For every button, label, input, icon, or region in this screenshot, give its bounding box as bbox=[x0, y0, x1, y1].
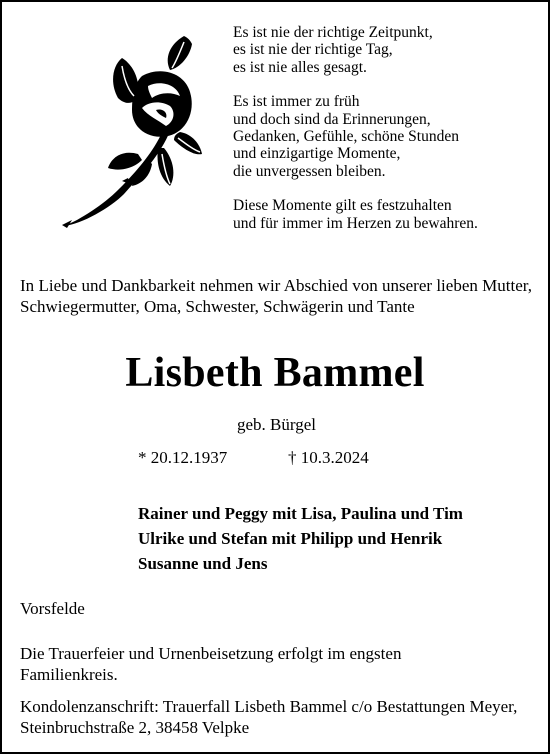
rose-icon bbox=[52, 36, 202, 231]
poem-stanza-1 bbox=[233, 24, 538, 76]
poem-line: es ist nie alles gesagt. bbox=[233, 58, 367, 76]
mourners-list bbox=[138, 501, 538, 576]
poem-line: und doch sind da Erinnerungen, bbox=[233, 110, 431, 128]
poem-line: und für immer im Herzen zu bewahren. bbox=[233, 214, 478, 232]
poem bbox=[233, 24, 538, 249]
place-name: Vorsfelde bbox=[20, 599, 85, 618]
mourner-line: Rainer und Peggy mit Lisa, Paulina und Tim bbox=[138, 504, 463, 523]
maiden-name: geb. Bürgel bbox=[237, 415, 317, 434]
farewell-intro: In Liebe und Dankbarkeit nehmen wir Abschied von unserer lieben Mutter, Schwiegermutter, Oma, Schwester, Schwägerin und Tante bbox=[20, 276, 532, 316]
deceased-name: Lisbeth Bammel bbox=[125, 350, 425, 396]
poem-line: Es ist immer zu früh bbox=[233, 93, 360, 111]
poem-stanza-3 bbox=[233, 197, 538, 232]
poem-line: die unvergessen bleiben. bbox=[233, 162, 386, 180]
poem-line: Gedanken, Gefühle, schöne Stunden bbox=[233, 128, 459, 146]
poem-stanza-2 bbox=[233, 93, 538, 180]
poem-line: Diese Momente gilt es festzuhalten bbox=[233, 197, 452, 215]
death-date: † 10.3.2024 bbox=[288, 448, 369, 467]
mourner-line: Susanne und Jens bbox=[138, 554, 268, 573]
birth-date: * 20.12.1937 bbox=[138, 448, 228, 467]
poem-line: und einzigartige Momente, bbox=[233, 145, 401, 163]
poem-line: es ist nie der richtige Tag, bbox=[233, 41, 393, 59]
condolence-address: Kondolenzanschrift: Trauerfall Lisbeth Bammel c/o Bestattungen Meyer, Steinbruchstraße 2, 38458 Velpke bbox=[20, 697, 518, 737]
service-notice: Die Trauerfeier und Urnenbeisetzung erfolgt im engsten Familienkreis. bbox=[20, 644, 402, 684]
mourner-line: Ulrike und Stefan mit Philipp und Henrik bbox=[138, 529, 443, 548]
poem-line: Es ist nie der richtige Zeitpunkt, bbox=[233, 24, 433, 41]
